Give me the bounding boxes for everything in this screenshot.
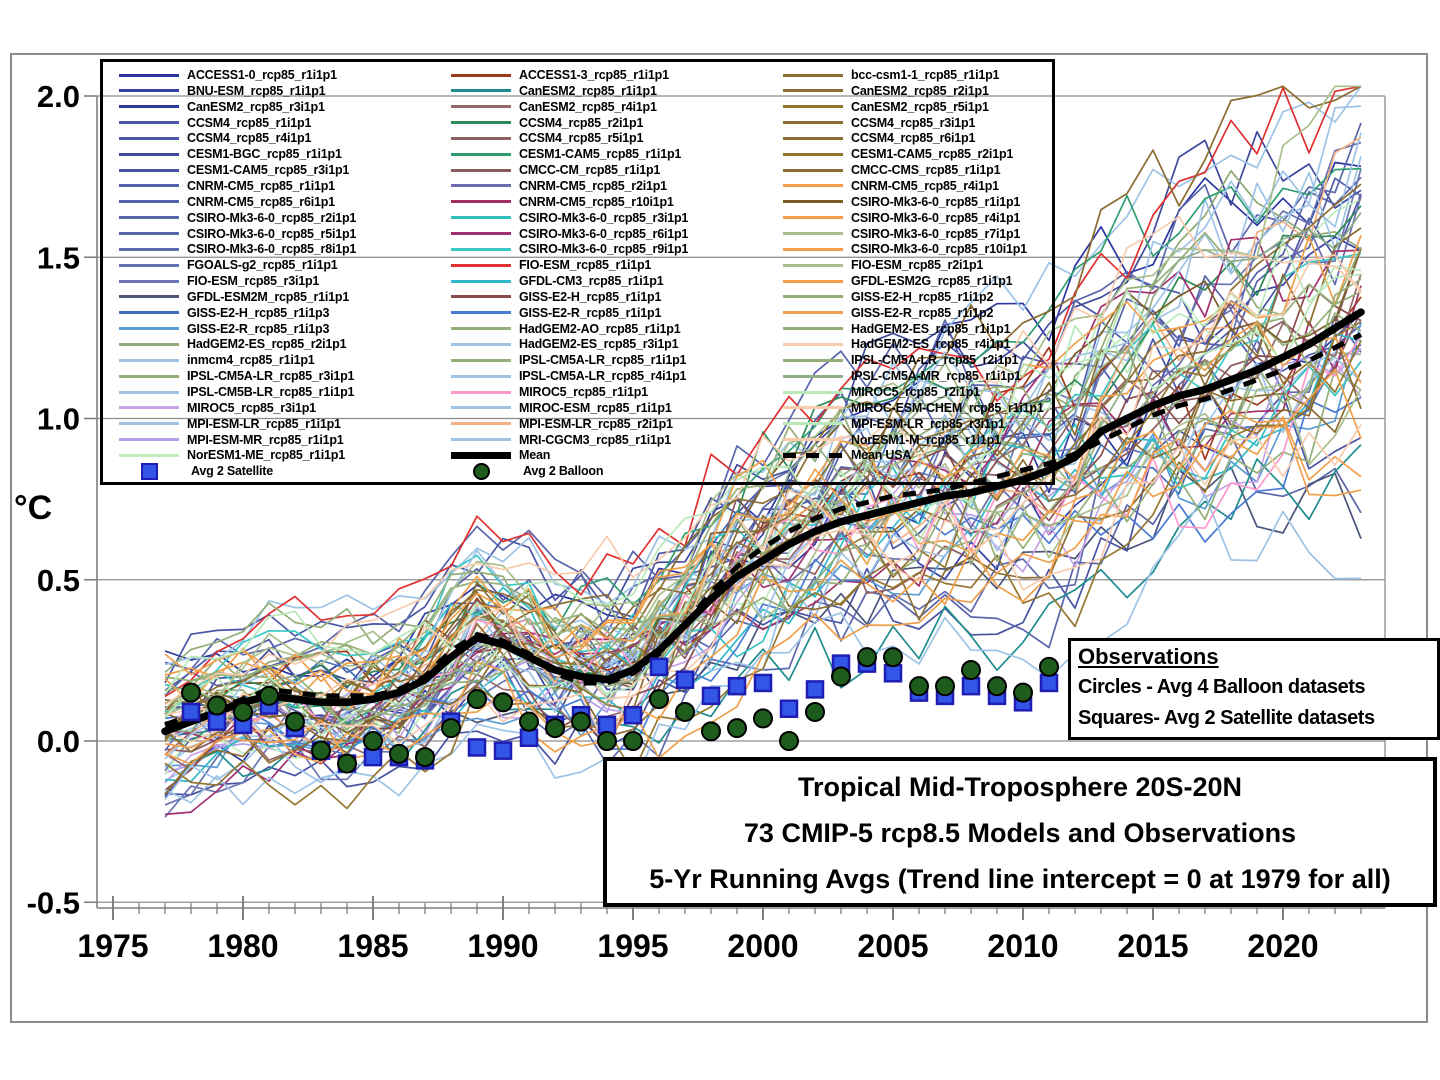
legend-entry	[451, 241, 688, 257]
observations-balloon-note: Circles - Avg 4 Balloon datasets	[1078, 676, 1366, 698]
legend-line-swatch	[119, 375, 179, 378]
legend-line-swatch	[783, 248, 843, 251]
legend-entry	[451, 226, 688, 242]
legend-entry-label: CCSM4_rcp85_r3i1p1	[851, 115, 976, 130]
legend-entry	[119, 289, 349, 305]
legend-line-swatch	[451, 375, 511, 378]
legend-line-swatch	[451, 200, 511, 203]
y-tick-label: 0.5	[36, 562, 80, 598]
legend-entry	[783, 432, 1001, 448]
legend-entry-label: FIO-ESM_rcp85_r3i1p1	[187, 274, 320, 289]
legend-entry	[783, 447, 911, 463]
x-tick-label: 2000	[727, 928, 799, 964]
legend-entry-label: CCSM4_rcp85_r6i1p1	[851, 131, 976, 146]
legend-entry	[783, 210, 1020, 226]
legend-entry-label: HadGEM2-ES_rcp85_r3i1p1	[519, 337, 679, 352]
legend-entry-label: ACCESS1-3_rcp85_r1i1p1	[519, 68, 669, 82]
legend-line-swatch	[451, 137, 511, 140]
legend-entry-label: HadGEM2-ES_rcp85_r1i1p1	[851, 321, 1011, 336]
x-tick-label: 2020	[1247, 928, 1319, 964]
legend-line-swatch	[119, 121, 179, 124]
legend-entry-label: IPSL-CM5A-LR_rcp85_r4i1p1	[519, 369, 687, 384]
legend-entry	[119, 162, 349, 178]
legend-line-swatch	[783, 105, 843, 108]
legend-entry	[783, 289, 993, 305]
legend-line-swatch	[119, 216, 179, 219]
legend-line-swatch	[119, 264, 179, 267]
legend-line-swatch	[451, 391, 511, 394]
legend-line-swatch	[783, 169, 843, 172]
x-tick-label: 2015	[1117, 928, 1189, 964]
legend-line-swatch	[783, 311, 843, 314]
legend-entry	[451, 130, 643, 146]
legend-entry	[451, 368, 686, 384]
legend-entry	[119, 130, 311, 146]
legend-entry-label: CSIRO-Mk3-6-0_rcp85_r1i1p1	[851, 194, 1021, 209]
legend-entry	[783, 115, 975, 131]
legend-entry-label: GISS-E2-R_rcp85_r1i1p1	[519, 305, 662, 320]
legend-entry-label: FGOALS-g2_rcp85_r1i1p1	[187, 258, 338, 273]
legend-entry-label: CMCC-CM_rcp85_r1i1p1	[519, 163, 661, 178]
legend-line-swatch	[783, 359, 843, 362]
legend-entry	[451, 178, 667, 194]
legend-line-swatch	[119, 327, 179, 330]
legend-line-swatch	[451, 311, 511, 314]
legend-entry	[119, 305, 329, 321]
legend-entry-label: GFDL-ESM2G_rcp85_r1i1p1	[851, 274, 1013, 289]
legend-line-swatch	[783, 375, 843, 378]
legend-entry	[119, 447, 345, 463]
legend-line-swatch	[451, 232, 511, 235]
legend-entry-label: GISS-E2-R_rcp85_r1i1p3	[187, 321, 330, 336]
legend-entry-label: CNRM-CM5_rcp85_r6i1p1	[187, 194, 335, 209]
y-axis-unit-label: °C	[14, 489, 53, 527]
legend-entry	[783, 146, 1013, 162]
legend-line-swatch	[119, 422, 179, 425]
legend-line-swatch	[119, 406, 179, 409]
legend-entry-label: Mean USA	[851, 448, 912, 463]
legend-line-swatch	[783, 137, 843, 140]
legend-entry	[451, 99, 657, 115]
legend-line-swatch	[119, 391, 179, 394]
legend-line-swatch	[119, 359, 179, 362]
legend-line-swatch	[783, 200, 843, 203]
legend-entry-label: CCSM4_rcp85_r1i1p1	[187, 115, 312, 130]
legend-line-swatch	[451, 184, 511, 187]
legend-line-swatch	[119, 438, 179, 441]
legend-entry-label: MIROC-ESM_rcp85_r1i1p1	[519, 400, 672, 415]
legend-line-swatch	[119, 137, 179, 140]
legend-line-swatch	[119, 169, 179, 172]
legend-entry-label: CSIRO-Mk3-6-0_rcp85_r10i1p1	[851, 242, 1027, 257]
model-legend	[100, 59, 1055, 485]
legend-entry	[119, 432, 344, 448]
legend-entry-label: IPSL-CM5A-LR_rcp85_r1i1p1	[519, 353, 687, 368]
legend-entry	[119, 146, 342, 162]
observations-box	[1068, 638, 1440, 740]
legend-entry-label: bcc-csm1-1_rcp85_r1i1p1	[851, 68, 1000, 82]
legend-entry	[451, 305, 661, 321]
legend-line-swatch	[119, 248, 179, 251]
legend-line-swatch	[119, 454, 179, 457]
legend-entry-label: CMCC-CMS_rcp85_r1i1p1	[851, 163, 1001, 178]
legend-line-swatch	[451, 280, 511, 283]
legend-entry	[451, 162, 660, 178]
y-tick-label: 1.5	[36, 240, 80, 276]
legend-line-swatch	[451, 295, 511, 298]
legend-entry-label: CSIRO-Mk3-6-0_rcp85_r5i1p1	[187, 226, 357, 241]
legend-entry	[451, 416, 673, 432]
legend-entry	[119, 400, 316, 416]
x-tick-label: 1980	[207, 928, 279, 964]
legend-entry	[119, 368, 354, 384]
legend-entry-label: NorESM1-M_rcp85_r1i1p1	[851, 432, 1001, 447]
chart-title-line-2: 73 CMIP-5 rcp8.5 Models and Observations	[743, 818, 1297, 848]
legend-entry-label: MIROC5_rcp85_r1i1p1	[519, 385, 648, 399]
legend-entry-label: CSIRO-Mk3-6-0_rcp85_r3i1p1	[519, 210, 689, 225]
legend-entry	[783, 416, 1005, 432]
legend-line-swatch	[451, 74, 511, 77]
legend-entry-label: GFDL-ESM2M_rcp85_r1i1p1	[187, 289, 350, 304]
legend-entry-label: Avg 2 Satellite	[191, 464, 273, 479]
legend-entry-label: CNRM-CM5_rcp85_r10i1p1	[519, 194, 674, 209]
legend-entry-label: MRI-CGCM3_rcp85_r1i1p1	[519, 432, 671, 447]
legend-line-swatch	[451, 121, 511, 124]
legend-entry-label: MIROC5_rcp85_r2i1p1	[851, 385, 980, 399]
legend-entry	[451, 146, 681, 162]
legend-line-swatch	[783, 89, 843, 92]
legend-entry-label: GFDL-CM3_rcp85_r1i1p1	[519, 274, 664, 289]
legend-entry-label: IPSL-CM5A-MR_rcp85_r1i1p1	[851, 369, 1022, 384]
chart-title-line-1: Tropical Mid-Troposphere 20S-20N	[797, 772, 1243, 802]
legend-entry	[451, 321, 680, 337]
legend-entry-label: IPSL-CM5B-LR_rcp85_r1i1p1	[187, 385, 355, 399]
legend-line-swatch	[783, 216, 843, 219]
legend-entry	[451, 432, 671, 448]
y-tick-label: 1.0	[36, 401, 80, 437]
legend-entry-label: CanESM2_rcp85_r3i1p1	[187, 99, 325, 114]
legend-line-swatch	[783, 438, 843, 441]
legend-entry	[783, 226, 1020, 242]
legend-entry	[451, 289, 661, 305]
legend-entry	[783, 257, 983, 273]
legend-line-swatch	[451, 406, 511, 409]
legend-entry-label: MIROC5_rcp85_r3i1p1	[187, 400, 316, 415]
y-tick-label: 0.0	[36, 724, 80, 759]
legend-entry-label: MIROC-ESM-CHEM_rcp85_r1i1p1	[851, 400, 1044, 415]
legend-entry-label: HadGEM2-ES_rcp85_r2i1p1	[187, 337, 347, 352]
legend-line-swatch	[783, 343, 843, 346]
legend-entry	[119, 352, 315, 368]
legend-entry	[119, 384, 354, 400]
legend-line-swatch	[119, 184, 179, 187]
legend-entry	[451, 447, 550, 463]
legend-entry	[783, 130, 975, 146]
legend-entry-label: MPI-ESM-LR_rcp85_r2i1p1	[519, 416, 673, 431]
legend-line-swatch	[119, 89, 179, 92]
legend-entry-label: HadGEM2-ES_rcp85_r4i1p1	[851, 337, 1011, 352]
chart-title-box	[603, 757, 1437, 907]
legend-entry	[783, 273, 1012, 289]
legend-entry	[119, 67, 337, 83]
legend-entry-label: FIO-ESM_rcp85_r1i1p1	[519, 258, 652, 273]
legend-entry	[119, 194, 335, 210]
legend-entry	[783, 305, 993, 321]
legend-entry-label: ACCESS1-0_rcp85_r1i1p1	[187, 68, 337, 82]
legend-entry-label: CCSM4_rcp85_r5i1p1	[519, 131, 644, 146]
legend-entry-label: CSIRO-Mk3-6-0_rcp85_r7i1p1	[851, 226, 1021, 241]
legend-entry-label: CESM1-CAM5_rcp85_r3i1p1	[187, 163, 350, 178]
legend-line-swatch	[451, 216, 511, 219]
legend-entry-label: MPI-ESM-MR_rcp85_r1i1p1	[187, 432, 344, 447]
legend-line-swatch	[783, 280, 843, 283]
legend-entry-label: GISS-E2-R_rcp85_r1i1p2	[851, 305, 994, 320]
legend-entry-label: CanESM2_rcp85_r1i1p1	[519, 83, 657, 98]
legend-line-swatch	[783, 232, 843, 235]
chart-title-line-3: 5-Yr Running Avgs (Trend line intercept = 0 at 1979 for all)	[649, 864, 1391, 894]
legend-entry-label: GISS-E2-H_rcp85_r1i1p2	[851, 289, 994, 304]
legend-entry-label: inmcm4_rcp85_r1i1p1	[187, 353, 315, 368]
legend-entry	[119, 321, 329, 337]
legend-line-swatch	[119, 280, 179, 283]
y-tick-label: -0.5	[26, 885, 80, 921]
legend-mean-swatch	[451, 452, 511, 459]
legend-entry	[451, 210, 688, 226]
legend-entry	[783, 178, 999, 194]
legend-line-swatch	[451, 422, 511, 425]
legend-line-swatch	[451, 438, 511, 441]
legend-entry	[783, 352, 1018, 368]
legend-entry	[119, 115, 311, 131]
x-tick-label: 2010	[987, 928, 1059, 964]
legend-line-swatch	[119, 74, 179, 77]
legend-balloon-marker	[473, 463, 490, 480]
x-tick-label: 1985	[337, 928, 409, 964]
legend-line-swatch	[451, 327, 511, 330]
legend-entry	[451, 384, 648, 400]
observations-title: Observations	[1078, 644, 1219, 669]
legend-entry-label: CanESM2_rcp85_r4i1p1	[519, 99, 657, 114]
legend-line-swatch	[119, 343, 179, 346]
legend-line-swatch	[119, 153, 179, 156]
legend-entry-label: CSIRO-Mk3-6-0_rcp85_r4i1p1	[851, 210, 1021, 225]
legend-line-swatch	[783, 74, 843, 77]
legend-entry-label: CSIRO-Mk3-6-0_rcp85_r6i1p1	[519, 226, 689, 241]
legend-line-swatch	[783, 327, 843, 330]
legend-entry-label: CSIRO-Mk3-6-0_rcp85_r8i1p1	[187, 242, 357, 257]
legend-entry-label: CCSM4_rcp85_r2i1p1	[519, 115, 644, 130]
legend-entry	[783, 400, 1044, 416]
legend-entry	[783, 321, 1010, 337]
legend-entry	[783, 384, 980, 400]
legend-entry-label: CESM1-CAM5_rcp85_r2i1p1	[851, 147, 1014, 162]
legend-entry-label: IPSL-CM5A-LR_rcp85_r3i1p1	[187, 369, 355, 384]
legend-line-swatch	[783, 184, 843, 187]
legend-entry	[783, 99, 989, 115]
legend-entry-label: CanESM2_rcp85_r5i1p1	[851, 99, 989, 114]
legend-line-swatch	[451, 153, 511, 156]
legend-entry-label: CCSM4_rcp85_r4i1p1	[187, 131, 312, 146]
legend-entry-label: MPI-ESM-LR_rcp85_r1i1p1	[187, 416, 341, 431]
x-tick-label: 1990	[467, 928, 539, 964]
legend-entry	[119, 178, 335, 194]
legend-line-swatch	[451, 359, 511, 362]
legend-entry-label: CSIRO-Mk3-6-0_rcp85_r9i1p1	[519, 242, 689, 257]
legend-entry-label: GISS-E2-H_rcp85_r1i1p3	[187, 305, 330, 320]
legend-entry	[119, 210, 356, 226]
legend-entry	[783, 67, 999, 83]
legend-line-swatch	[119, 232, 179, 235]
legend-entry	[451, 257, 651, 273]
legend-entry-label: CESM1-BGC_rcp85_r1i1p1	[187, 147, 342, 162]
legend-entry	[119, 336, 346, 352]
legend-entry	[451, 115, 643, 131]
legend-entry	[119, 99, 325, 115]
legend-entry	[119, 257, 338, 273]
legend-entry-label: CSIRO-Mk3-6-0_rcp85_r2i1p1	[187, 210, 357, 225]
legend-entry	[783, 368, 1021, 384]
x-tick-label: 2005	[857, 928, 929, 964]
legend-line-swatch	[119, 200, 179, 203]
observations-satellite-note: Squares- Avg 2 Satellite datasets	[1078, 707, 1375, 729]
legend-line-swatch	[119, 105, 179, 108]
legend-line-swatch	[119, 311, 179, 314]
legend-entry	[451, 463, 603, 479]
legend-line-swatch	[783, 295, 843, 298]
legend-line-swatch	[451, 89, 511, 92]
legend-entry-label: CESM1-CAM5_rcp85_r1i1p1	[519, 147, 682, 162]
x-tick-label: 1975	[77, 928, 149, 964]
legend-entry	[451, 67, 669, 83]
legend-entry-label: GISS-E2-H_rcp85_r1i1p1	[519, 289, 662, 304]
legend-entry	[451, 194, 674, 210]
legend-line-swatch	[783, 153, 843, 156]
legend-entry	[119, 226, 356, 242]
legend-entry-label: HadGEM2-AO_rcp85_r1i1p1	[519, 321, 681, 336]
legend-line-swatch	[451, 264, 511, 267]
legend-entry	[451, 336, 678, 352]
legend-entry-label: NorESM1-ME_rcp85_r1i1p1	[187, 448, 345, 463]
legend-line-swatch	[783, 391, 843, 394]
legend-line-swatch	[783, 121, 843, 124]
x-tick-label: 1995	[597, 928, 669, 964]
legend-entry	[119, 273, 319, 289]
legend-line-swatch	[451, 248, 511, 251]
legend-satellite-marker	[141, 463, 158, 480]
legend-entry	[119, 463, 273, 479]
legend-entry-label: IPSL-CM5A-LR_rcp85_r2i1p1	[851, 353, 1019, 368]
legend-line-swatch	[783, 406, 843, 409]
legend-entry	[451, 400, 672, 416]
legend-entry	[783, 162, 1000, 178]
legend-entry	[783, 194, 1020, 210]
legend-line-swatch	[119, 295, 179, 298]
legend-entry-label: BNU-ESM_rcp85_r1i1p1	[187, 83, 326, 98]
legend-entry-label: FIO-ESM_rcp85_r2i1p1	[851, 258, 984, 273]
legend-entry	[119, 416, 341, 432]
legend-entry-label: Mean	[519, 448, 551, 463]
legend-entry	[451, 352, 686, 368]
legend-entry-label: MPI-ESM-LR_rcp85_r3i1p1	[851, 416, 1005, 431]
legend-entry	[119, 241, 356, 257]
legend-entry	[451, 273, 663, 289]
legend-line-swatch	[783, 264, 843, 267]
legend-entry-label: CanESM2_rcp85_r2i1p1	[851, 83, 989, 98]
legend-entry	[119, 83, 325, 99]
legend-entry-label: CNRM-CM5_rcp85_r1i1p1	[187, 178, 335, 193]
legend-entry	[783, 336, 1010, 352]
legend-entry-label: Avg 2 Balloon	[523, 464, 604, 479]
legend-entry	[783, 241, 1027, 257]
legend-line-swatch	[451, 105, 511, 108]
legend-line-swatch	[451, 343, 511, 346]
legend-mean-usa-swatch	[783, 453, 843, 458]
legend-entry	[451, 83, 657, 99]
legend-entry	[783, 83, 989, 99]
legend-line-swatch	[451, 169, 511, 172]
legend-entry-label: CNRM-CM5_rcp85_r2i1p1	[519, 178, 667, 193]
legend-entry-label: CNRM-CM5_rcp85_r4i1p1	[851, 178, 999, 193]
legend-line-swatch	[783, 422, 843, 425]
y-tick-label: 2.0	[36, 79, 80, 114]
